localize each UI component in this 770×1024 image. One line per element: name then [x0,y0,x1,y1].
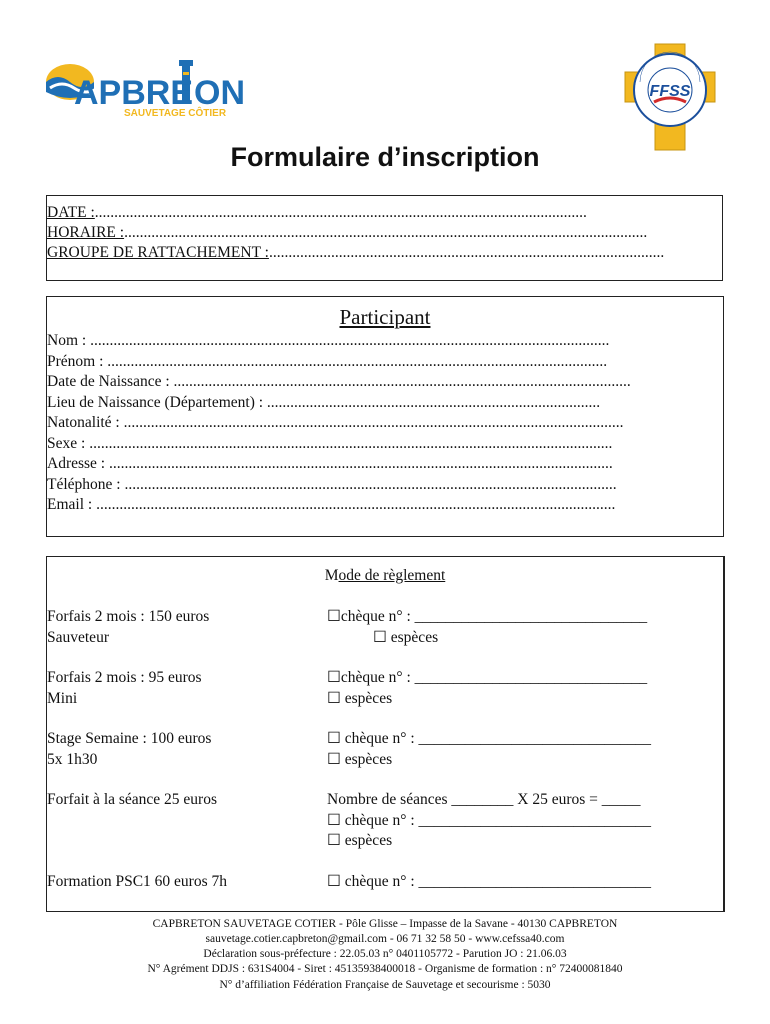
groupe-label: GROUPE DE RATTACHEMENT : [47,244,269,261]
field-dots: ................................................................................................................................. [123,414,624,431]
footer-line-contact: sauvetage.cotier.capbreton@gmail.com - 06 71 32 58 50 - www.cefssa40.com [205,933,565,945]
row-seance-line1: Forfait à la séance 25 euros [47,791,218,808]
footer-line-affiliation: N° d’affiliation Fédération Française de Sauvetage et secourisme : 5030 [219,979,551,991]
field-lieu-naissance[interactable] [47,393,600,414]
field-label: Téléphone : [47,475,125,493]
field-adresse[interactable] [47,454,613,475]
cheque-checkbox-mini[interactable]: ☐chèque n° : ______________________________ [327,669,648,686]
field-dots: .................................................................................................................................. [109,455,613,472]
field-telephone[interactable] [47,475,617,496]
field-sexe[interactable] [47,434,612,455]
row-forfait-mini-line1: Forfais 2 mois : 95 euros [47,669,202,686]
date-line[interactable] [47,203,587,224]
field-dots: ...................................................................................... [266,393,601,411]
nombre-seances-field[interactable]: Nombre de séances ________ X 25 euros = _____ [327,791,641,808]
field-label: Lieu de Naissance (Département) : [47,393,267,411]
field-label: Sexe : [47,434,90,452]
field-label: Date de Naissance : [47,373,174,390]
row-stage-line2: 5x 1h30 [47,750,98,768]
page-title: Formulaire d’inscription [230,142,540,172]
cheque-checkbox-sauveteur[interactable]: ☐chèque n° : ______________________________ [327,608,648,625]
row-stage-line1: Stage Semaine : 100 euros [47,730,212,747]
participant-heading: Participant [339,305,431,329]
field-nom[interactable] [47,331,609,352]
logo-subtitle: SAUVETAGE CÔTIER [124,108,227,119]
field-nationalite[interactable] [47,413,624,434]
field-label: Email : [47,496,97,513]
svg-text:FFSS: FFSS [649,83,691,100]
row-psc1-line1: Formation PSC1 60 euros 7h [47,873,227,890]
date-label: DATE : [47,204,95,221]
footer-line-declaration: Déclaration sous-préfecture : 22.05.03 n° 0401105772 - Parution JO : 21.06.03 [203,948,567,960]
logo-text-2: ON [194,74,245,112]
cheque-checkbox-seance[interactable]: ☐ chèque n° : ______________________________ [327,811,652,829]
payment-heading [47,567,723,585]
especes-checkbox-sauveteur[interactable]: ☐ espèces [373,628,439,646]
groupe-line[interactable] [47,243,664,264]
field-dots: ....................................................................................................................................... [89,434,613,452]
session-box [46,195,723,281]
field-label: Natonalité : [47,414,124,431]
field-dots: ...................................................................................................................................... [96,496,616,513]
field-email[interactable] [47,495,615,516]
cheque-checkbox-psc1[interactable]: ☐ chèque n° : ______________________________ [327,873,652,890]
field-date-naissance[interactable] [47,372,631,393]
row-forfait-sauveteur-line2: Sauveteur [47,628,109,646]
field-prenom[interactable] [47,352,607,373]
field-label: Nom : [47,332,91,349]
participant-box [46,296,724,537]
footer-line-address: CAPBRETON SAUVETAGE COTIER - Pôle Glisse – Impasse de la Savane - 40130 CAPBRETON [152,918,618,930]
field-dots: ................................................................................................................................. [107,352,608,370]
row-forfait-sauveteur-line1: Forfais 2 mois : 150 euros [47,608,210,625]
field-label: Prénom : [47,352,108,370]
field-label: Adresse : [47,455,109,472]
horaire-label: HORAIRE : [47,224,125,241]
footer-line-agrement: N° Agrément DDJS : 631S4004 - Siret : 45135938400018 - Organisme de formation : n° 72400081840 [147,963,623,975]
payment-heading-initial: M [324,567,339,584]
horaire-line[interactable] [47,223,647,244]
especes-checkbox-mini[interactable]: ☐ espèces [327,689,393,707]
date-dots: ............................................................................................................................... [94,204,587,221]
field-dots: ...................................................................................................................................... [90,332,610,349]
capbreton-logo [44,58,249,120]
row-forfait-mini-line2: Mini [47,689,78,707]
payment-heading-rest: ode de règlement [338,567,446,584]
payment-box [46,556,725,912]
field-dots: ...................................................................................................................... [173,373,631,390]
field-dots: ............................................................................................................................... [124,475,617,493]
ffss-logo [620,42,720,152]
cheque-checkbox-stage[interactable]: ☐ chèque n° : ______________________________ [327,730,652,747]
especes-checkbox-stage[interactable]: ☐ espèces [327,750,393,768]
groupe-dots: ...................................................................................................... [268,244,665,261]
logo-text: APBRE [74,74,194,112]
especes-checkbox-seance[interactable]: ☐ espèces [327,832,393,849]
horaire-dots: ....................................................................................................................................... [124,224,648,241]
